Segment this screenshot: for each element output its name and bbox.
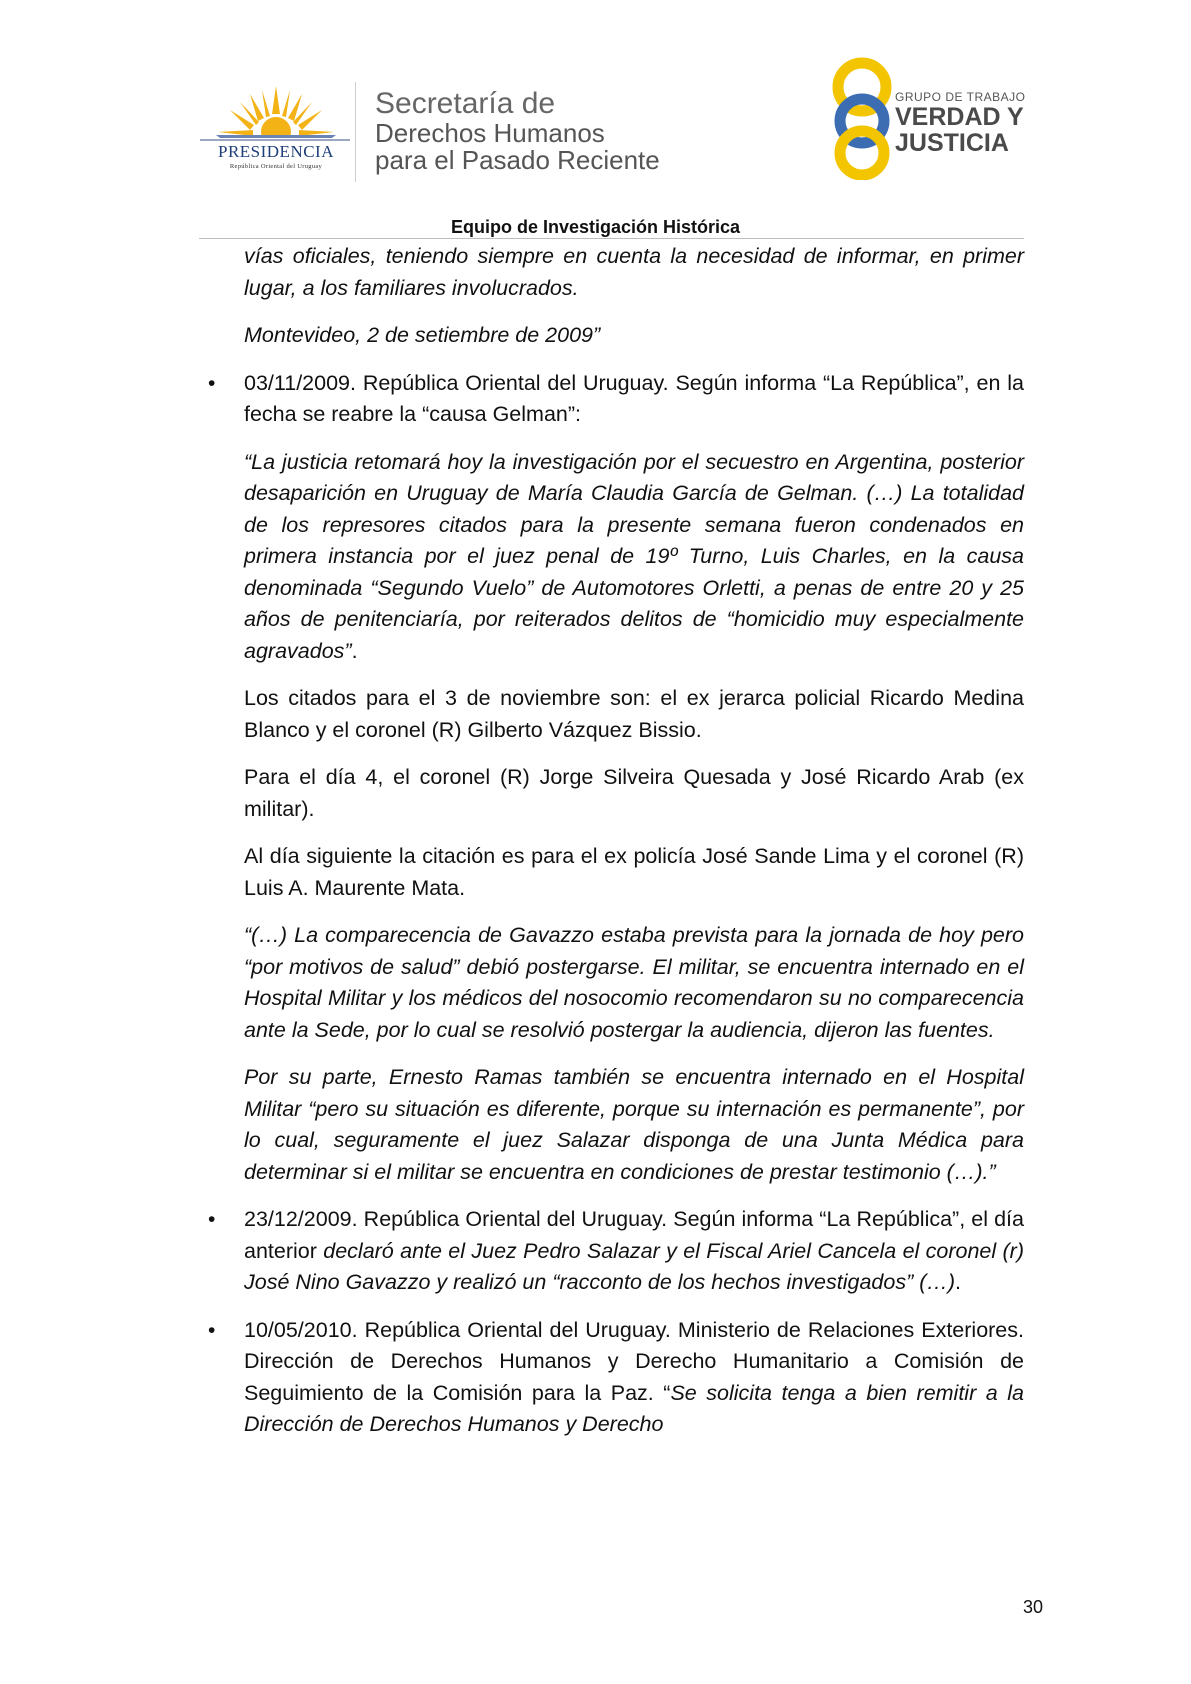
secretaria-line-2: Derechos Humanos [375,118,605,148]
bullet-icon: • [208,1318,216,1342]
paragraph-dia-siguiente: Al día siguiente la citación es para el ex policía José Sande Lima y el coronel (R) Luis A. Maurente Mata. [244,844,1024,900]
bullet-end: . [955,1270,962,1294]
header-vertical-divider [355,82,356,182]
paragraph-dia-4: Para el día 4, el coronel (R) Jorge Silveira Quesada y José Ricardo Arab (ex militar). [244,765,1024,821]
bullet-italic: Se solicita tenga a bien remitir a la Dirección de Derechos Humanos y Derecho [244,1380,1024,1436]
quote-comparecencia: “(…) La comparecencia de Gavazzo estaba prevista para la jornada de hoy pero “por motivos de salud” debió postergarse. El militar, se encuentra internado en el Hospital Militar y los médicos del nosocomio recomendaron su no comparecencia ante la Sede, por lo cual se resolvió postergar la audiencia, dijeron las fuentes. [244,923,1024,1042]
paragraph-vias-oficiales: vías oficiales, teniendo siempre en cuenta la necesidad de informar, en primer lugar, a los familiares involucrados. [244,244,1024,300]
secretaria-title [375,88,660,174]
paragraph-date-montevideo: Montevideo, 2 de setiembre de 2009” [244,323,601,347]
bullet-icon: • [208,371,216,395]
quote-end: . [351,638,358,663]
page-header [0,0,1191,240]
secretaria-line-1: Secretaría de [375,87,556,120]
list-item-23-12-2009 [208,1204,1024,1299]
grupo-trabajo-title [895,90,1025,156]
page-number: 30 [1022,1597,1043,1617]
header-rule [199,238,1024,239]
bullet-icon: • [208,1208,216,1231]
list-item-03-11-2009 [208,368,1024,431]
presidencia-name: PRESIDENCIA [217,142,334,161]
presidencia-rule [200,139,350,141]
team-title: Equipo de Investigación Histórica [450,217,741,237]
quote-ramas: Por su parte, Ernesto Ramas también se encuentra internado en el Hospital Militar “pero su situación es diferente, porque su internación es permanente”, por lo cual, seguramente el juez Salazar disponga de una Junta Médica para determinar si el militar se encuentra en condiciones de prestar testimonio (…).” [244,1065,1024,1184]
document-body [208,241,1024,1457]
list-item-10-05-2010 [208,1315,1024,1441]
presidencia-subtitle: República Oriental del Uruguay [229,163,323,170]
bullet-lead: 10/05/2010. República Oriental del Uruguay. Ministerio de Relaciones Exteriores. Dirección de Derechos Humanos y Derecho Humanitario a Comisión de Seguimiento de la Comisión para la Paz. “ [244,1317,1024,1405]
bullet-italic: declaró ante el Juez Pedro Salazar y el Fiscal Ariel Cancela el coronel (r) José Nino Gavazzo y realizó un “racconto de los hechos investigados” (…) [244,1238,1024,1294]
grupo-line-2: VERDAD Y [895,103,1024,131]
paragraph-citados-3-noviembre: Los citados para el 3 de noviembre son: el ex jerarca policial Ricardo Medina Blanco y el coronel (R) Gilberto Vázquez Bissio. [244,686,1024,742]
grupo-line-1: GRUPO DE TRABAJO [895,90,1026,104]
quote-text: “La justicia retomará hoy la investigación por el secuestro en Argentina, posterior desaparición en Uruguay de María Claudia García de Gelman. (…) La totalidad de los represores citados para la presente semana fueron condenados en primera instancia por el juez penal de 19º Turno, Luis Charles, en la causa denominada “Segundo Vuelo” de Automotores Orletti, a penas de entre 20 y 25 años de penitenciaría, por reiterados delitos de “homicidio muy especialmente agravados” [244,449,1024,663]
bullet-lead: 23/12/2009. República Oriental del Uruguay. Según informa “La República”, el día anterior [244,1207,1024,1263]
grupo-line-3: JUSTICIA [895,129,1009,157]
secretaria-line-3: para el Pasado Reciente [375,145,660,175]
bullet-text: 03/11/2009. República Oriental del Uruguay. Según informa “La República”, en la fecha se reabre la “causa Gelman”: [244,370,1024,426]
quote-la-justicia [244,447,1024,668]
